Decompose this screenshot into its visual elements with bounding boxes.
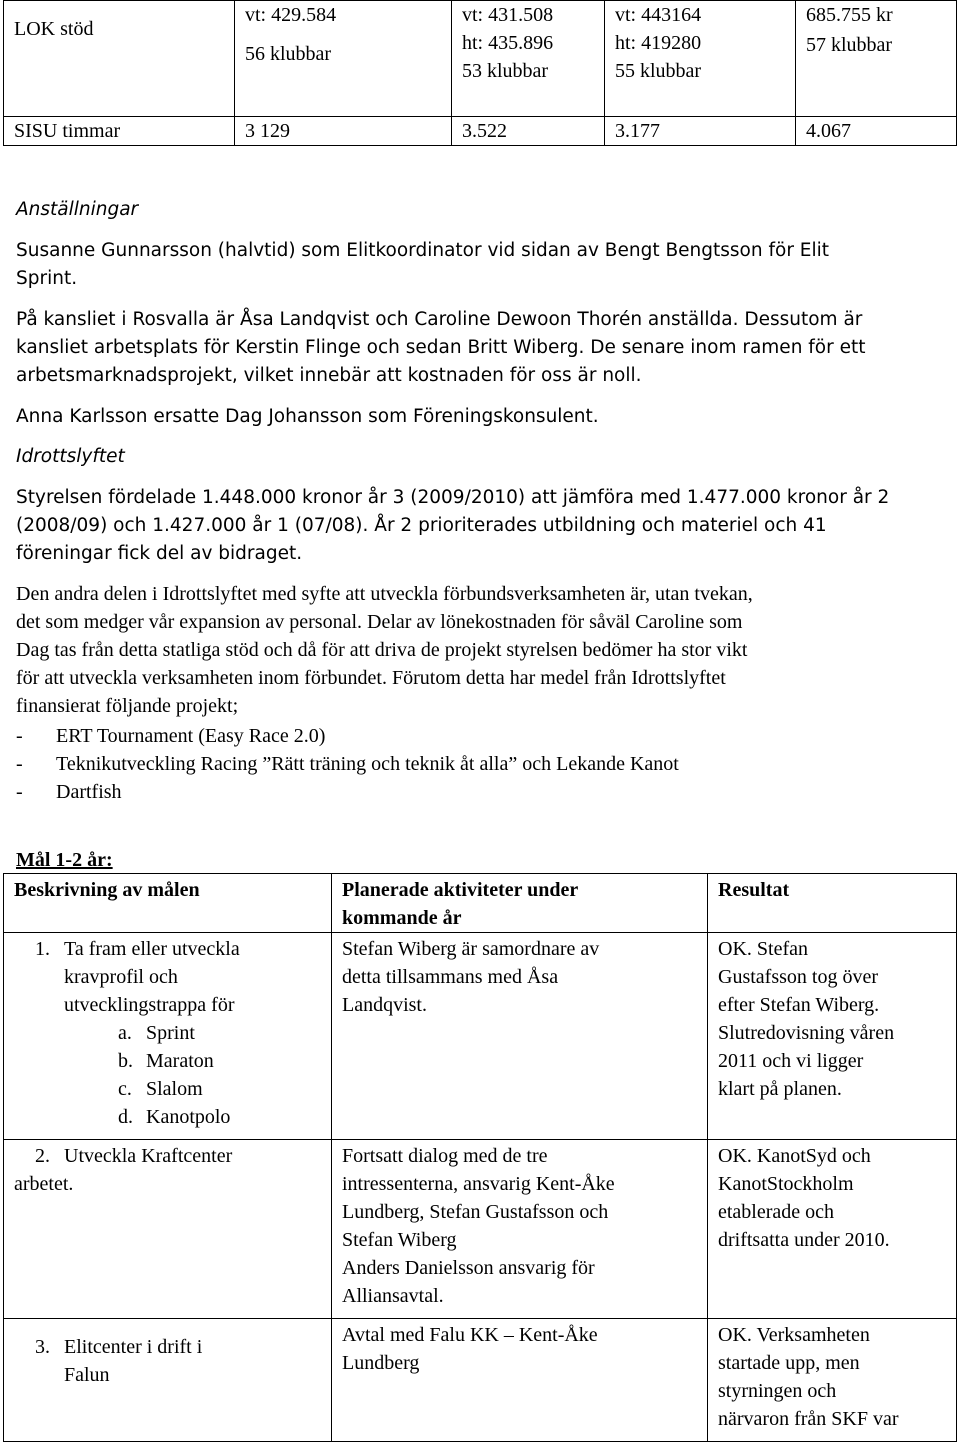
goal-result <box>708 1319 957 1442</box>
sub-text: Kanotpolo <box>146 1106 231 1128</box>
goal-number: 3. <box>35 1336 50 1358</box>
result-line: klart på planen. <box>718 1078 842 1100</box>
activity-line: Landqvist. <box>342 994 427 1016</box>
list-item <box>16 722 679 750</box>
header-activities <box>332 874 708 933</box>
activity-line: Lundberg, Stefan Gustafsson och <box>342 1201 609 1223</box>
paragraph-line: Susanne Gunnarsson (halvtid) som Elitkoordinator vid sidan av Bengt Bengtsson för Elit <box>16 240 830 261</box>
paragraph-line: finansierat följande projekt; <box>16 695 239 717</box>
goals-header-row <box>4 874 957 933</box>
stats-value: 56 klubbar <box>245 43 332 65</box>
paragraph-line: Anna Karlsson ersatte Dag Johansson som Föreningskonsulent. <box>16 406 599 427</box>
goal-number: 1. <box>35 938 50 960</box>
stats-cell <box>605 1 796 117</box>
paragraph-line: Dag tas från detta statliga stöd och då för att driva de projekt styrelsen bedömer ha stor vikt <box>16 639 748 661</box>
stats-value: 685.755 kr <box>806 4 893 26</box>
list-bullet: - <box>16 753 23 775</box>
paragraph-line: Den andra delen i Idrottslyftet med syfte att utveckla förbundsverksamheten är, utan tvekan, <box>16 583 753 605</box>
sub-letter: c. <box>118 1078 132 1100</box>
goal-text-line: utvecklingstrappa för <box>64 994 235 1016</box>
section-heading-idrottslyftet: Idrottslyftet <box>16 446 125 467</box>
result-line: driftsatta under 2010. <box>718 1229 890 1251</box>
header-description: Beskrivning av målen <box>4 874 332 933</box>
stats-value: 57 klubbar <box>806 34 893 56</box>
goal-sublist <box>118 1019 321 1131</box>
goals-heading: Mål 1-2 år: <box>16 849 113 871</box>
sub-text: Maraton <box>146 1050 214 1072</box>
goal-result <box>708 933 957 1140</box>
goal-number: 2. <box>35 1145 50 1167</box>
paragraph-line: föreningar fick del av bidraget. <box>16 543 303 564</box>
goal-description <box>4 1319 332 1442</box>
stats-label-lok: LOK stöd <box>4 1 235 117</box>
stats-cell <box>235 1 452 117</box>
result-line: 2011 och vi ligger <box>718 1050 864 1072</box>
paragraph-line: för att utveckla verksamheten inom förbundet. Förutom detta har medel från Idrottslyftet <box>16 667 726 689</box>
goal-text-line: Utveckla Kraftcenter <box>64 1145 233 1167</box>
sub-item <box>118 1103 321 1131</box>
paragraph-line: det som medger vår expansion av personal. Delar av lönekostnaden för såväl Caroline som <box>16 611 743 633</box>
stats-label-sisu: SISU timmar <box>4 117 235 146</box>
list-bullet: - <box>16 781 23 803</box>
stats-value: 4.067 <box>796 117 957 146</box>
goal-text-line: Ta fram eller utveckla <box>64 938 240 960</box>
paragraph-line: På kansliet i Rosvalla är Åsa Landqvist och Caroline Dewoon Thorén anställda. Dessutom är <box>16 309 863 330</box>
paragraph-line: Styrelsen fördelade 1.448.000 kronor år 3 (2009/2010) att jämföra med 1.477.000 kronor år 2 <box>16 487 890 508</box>
goal-description <box>4 1140 332 1319</box>
sub-letter: b. <box>118 1050 133 1072</box>
goal-activities <box>332 1140 708 1319</box>
stats-cell <box>452 1 605 117</box>
sub-item <box>118 1075 321 1103</box>
paragraph-line: arbetsmarknadsprojekt, vilket innebär att kostnaden för oss är noll. <box>16 365 642 386</box>
goal-text-line: Falun <box>64 1364 110 1386</box>
sub-text: Sprint <box>146 1022 195 1044</box>
paragraph-line: kansliet arbetsplats för Kerstin Flinge och sedan Britt Wiberg. De senare inom ramen för ett <box>16 337 866 358</box>
list-item <box>16 750 679 778</box>
result-line: OK. Verksamheten <box>718 1324 870 1346</box>
stats-value: 55 klubbar <box>615 60 702 82</box>
result-line: efter Stefan Wiberg. <box>718 994 880 1016</box>
activity-line: intressenterna, ansvarig Kent-Åke <box>342 1173 615 1195</box>
activity-line: Alliansavtal. <box>342 1285 444 1307</box>
stats-value: 3.177 <box>605 117 796 146</box>
list-item-text: Teknikutveckling Racing ”Rätt träning och teknik åt alla” och Lekande Kanot <box>56 753 679 775</box>
table-row <box>4 1140 957 1319</box>
stats-table <box>3 0 957 146</box>
header-activities-line: Planerade aktiviteter under <box>342 879 579 901</box>
activity-line: Fortsatt dialog med de tre <box>342 1145 548 1167</box>
goal-result <box>708 1140 957 1319</box>
activity-line: Avtal med Falu KK – Kent-Åke <box>342 1324 598 1346</box>
stats-value: vt: 429.584 <box>245 4 337 26</box>
list-item <box>16 778 679 806</box>
stats-value: 53 klubbar <box>462 60 549 82</box>
result-line: Gustafsson tog över <box>718 966 878 988</box>
result-line: etablerade och <box>718 1201 835 1223</box>
goal-text-line: Elitcenter i drift i <box>64 1336 203 1358</box>
result-line: närvaron från SKF var <box>718 1408 899 1430</box>
header-activities-line: kommande år <box>342 907 462 929</box>
paragraph-line: Sprint. <box>16 268 78 289</box>
stats-row-sisu <box>4 117 957 146</box>
goal-description <box>4 933 332 1140</box>
goal-text-line: kravprofil och <box>64 966 178 988</box>
goal-activities <box>332 933 708 1140</box>
section-heading-anstallningar: Anställningar <box>16 199 139 220</box>
stats-value: ht: 435.896 <box>462 32 554 54</box>
activity-line: Stefan Wiberg <box>342 1229 457 1251</box>
sub-letter: a. <box>118 1022 132 1044</box>
result-line: startade upp, men <box>718 1352 860 1374</box>
sub-letter: d. <box>118 1106 133 1128</box>
stats-value: vt: 431.508 <box>462 4 554 26</box>
stats-row-lok <box>4 1 957 117</box>
activity-line: Stefan Wiberg är samordnare av <box>342 938 600 960</box>
result-line: KanotStockholm <box>718 1173 854 1195</box>
sub-item <box>118 1047 321 1075</box>
list-item-text: ERT Tournament (Easy Race 2.0) <box>56 725 326 747</box>
project-list <box>16 722 679 806</box>
result-line: Slutredovisning våren <box>718 1022 895 1044</box>
activity-line: Lundberg <box>342 1352 420 1374</box>
stats-value: 3 129 <box>235 117 452 146</box>
activity-line: Anders Danielsson ansvarig för <box>342 1257 595 1279</box>
stats-value: vt: 443164 <box>615 4 702 26</box>
goal-activities <box>332 1319 708 1442</box>
activity-line: detta tillsammans med Åsa <box>342 966 559 988</box>
header-result: Resultat <box>708 874 957 933</box>
stats-value: 3.522 <box>452 117 605 146</box>
table-row <box>4 1319 957 1442</box>
sub-text: Slalom <box>146 1078 203 1100</box>
sub-item <box>118 1019 321 1047</box>
result-line: OK. Stefan <box>718 938 808 960</box>
stats-value: ht: 419280 <box>615 32 702 54</box>
goals-table <box>3 873 957 1442</box>
goal-text-line: arbetet. <box>14 1173 74 1195</box>
list-bullet: - <box>16 725 23 747</box>
table-row <box>4 933 957 1140</box>
list-item-text: Dartfish <box>56 781 122 803</box>
paragraph-line: (2008/09) och 1.427.000 år 1 (07/08). År 2 prioriterades utbildning och materiel och 41 <box>16 515 827 536</box>
result-line: styrningen och <box>718 1380 837 1402</box>
result-line: OK. KanotSyd och <box>718 1145 871 1167</box>
stats-cell <box>796 1 957 117</box>
